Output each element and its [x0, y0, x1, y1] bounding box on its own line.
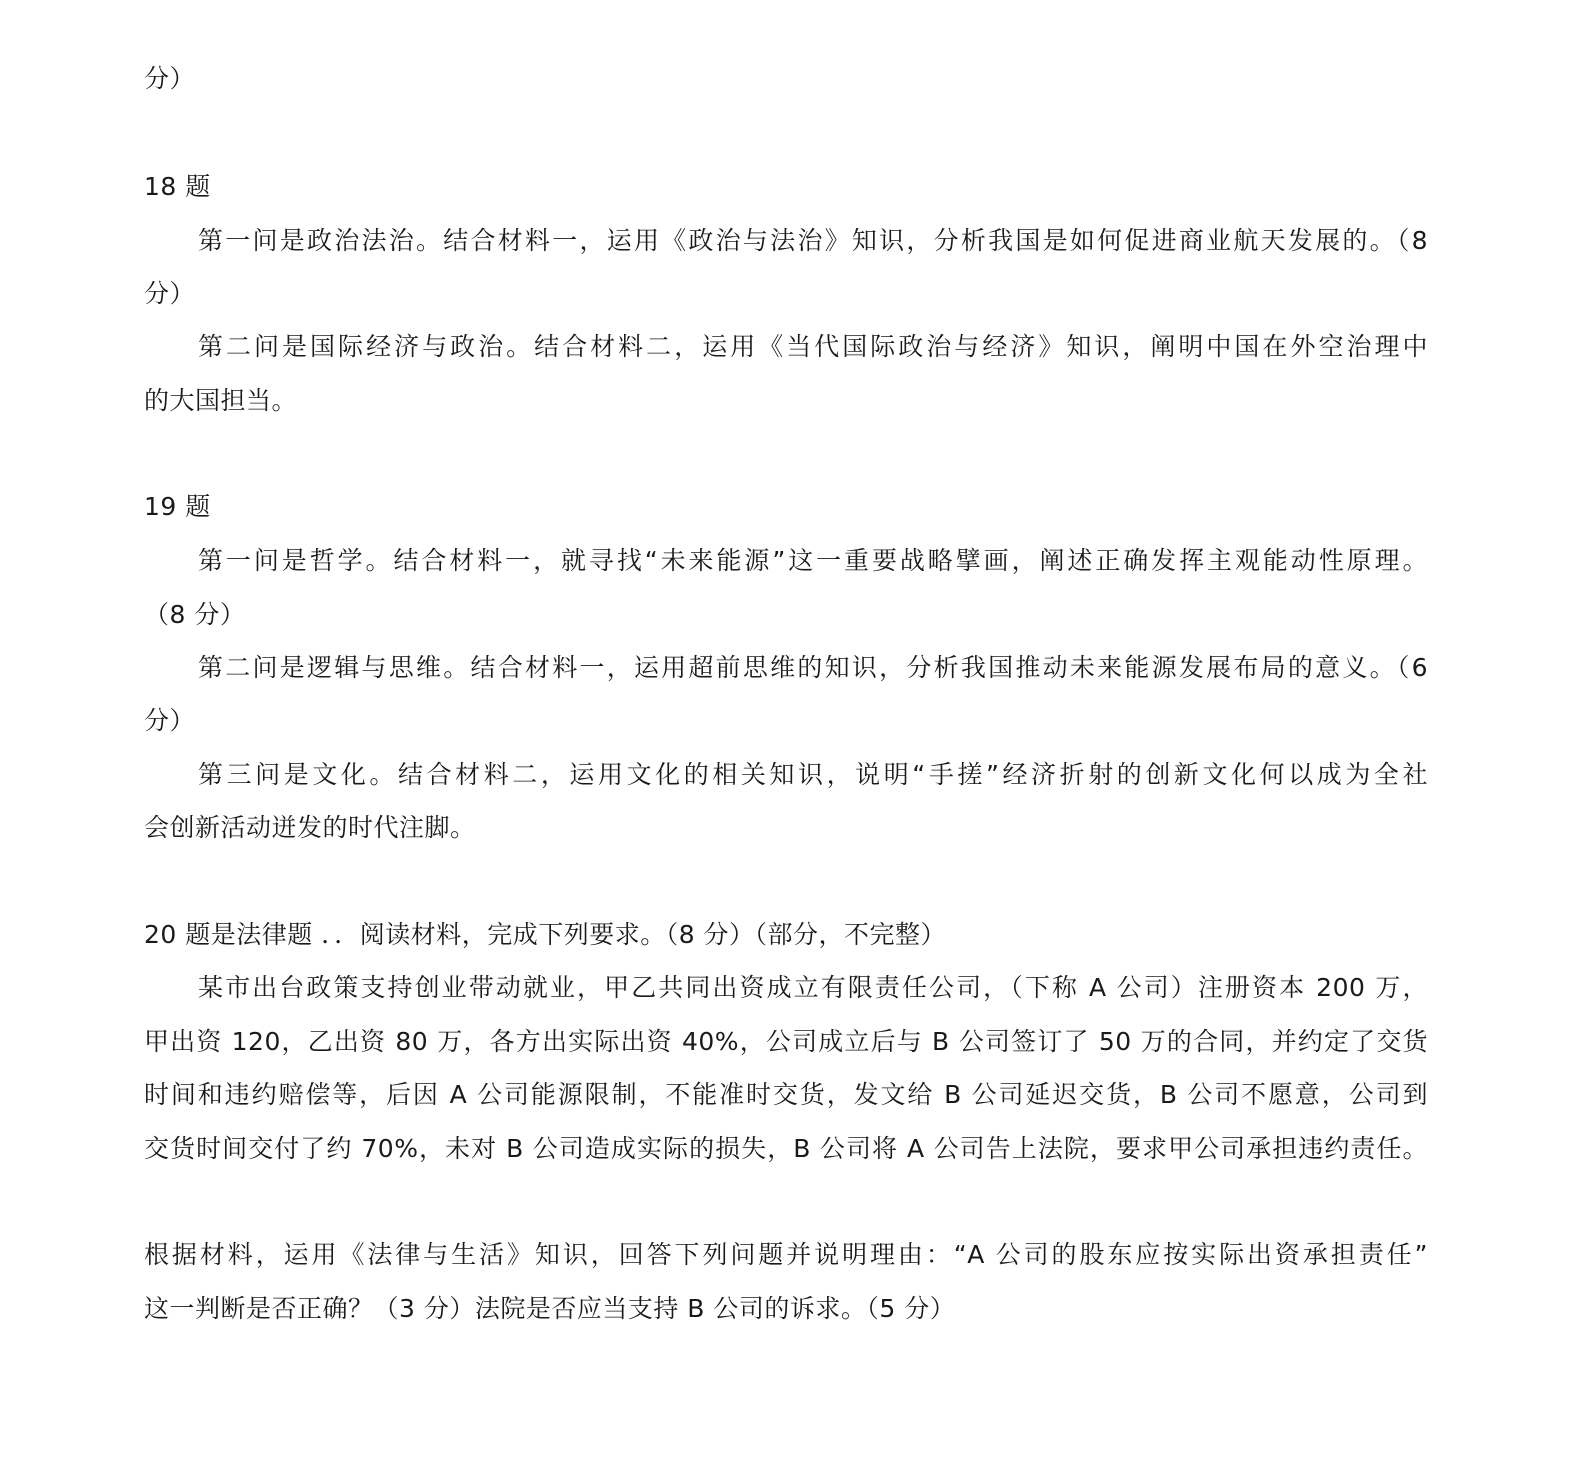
- q19-part2-text: 第二问是逻辑与思维。结合材料一，运用超前思维的知识，分析我国推动未来能源发展布局的意义。（6: [198, 653, 1428, 682]
- text-line: （8 分）: [144, 600, 246, 629]
- q20-material-text: 交货时间交付了约 70%，未对 B 公司造成实际的损失，B 公司将 A 公司告上法院，要求甲公司承担违约责任。: [144, 1134, 1428, 1163]
- q19-part3-text: 第三问是文化。结合材料二，运用文化的相关知识，说明“手搓”经济折射的创新文化何以成为全社: [198, 760, 1428, 789]
- q20-question-text: 这一判断是否正确？（3 分）法院是否应当支持 B 公司的诉求。（5 分）: [144, 1294, 956, 1323]
- q20-material-text: 甲出资 120，乙出资 80 万，各方出实际出资 40%，公司成立后与 B 公司签订了 50 万的合同，并约定了交货: [144, 1027, 1428, 1056]
- text-line: 的大国担当。: [144, 386, 298, 415]
- question-20-heading: 20 题是法律题 ．．阅读材料，完成下列要求。（8 分）（部分，不完整）: [144, 920, 947, 949]
- q18-part2-text: 第二问是国际经济与政治。结合材料二，运用《当代国际政治与经济》知识，阐明中国在外空治理中: [198, 332, 1428, 361]
- q18-part1-text: 第一问是政治法治。结合材料一，运用《政治与法治》知识，分析我国是如何促进商业航天发展的。（8: [198, 226, 1428, 255]
- question-19-heading: 19 题: [144, 492, 211, 521]
- q20-material-text: 某市出台政策支持创业带动就业，甲乙共同出资成立有限责任公司，（下称 A 公司）注册资本 200 万，: [198, 973, 1428, 1002]
- text-line: 分）: [144, 64, 196, 93]
- q19-part1-text: 第一问是哲学。结合材料一，就寻找“未来能源”这一重要战略擘画，阐述正确发挥主观能动性原理。: [198, 546, 1428, 575]
- text-line: 分）: [144, 279, 196, 308]
- text-line: 分）: [144, 706, 196, 735]
- q20-question-text: 根据材料，运用《法律与生活》知识，回答下列问题并说明理由：“A 公司的股东应按实际出资承担责任”: [144, 1240, 1428, 1269]
- text-line: 会创新活动迸发的时代注脚。: [144, 813, 476, 842]
- question-18-heading: 18 题: [144, 172, 211, 201]
- q20-material-text: 时间和违约赔偿等，后因 A 公司能源限制，不能准时交货，发文给 B 公司延迟交货，B 公司不愿意，公司到: [144, 1080, 1428, 1109]
